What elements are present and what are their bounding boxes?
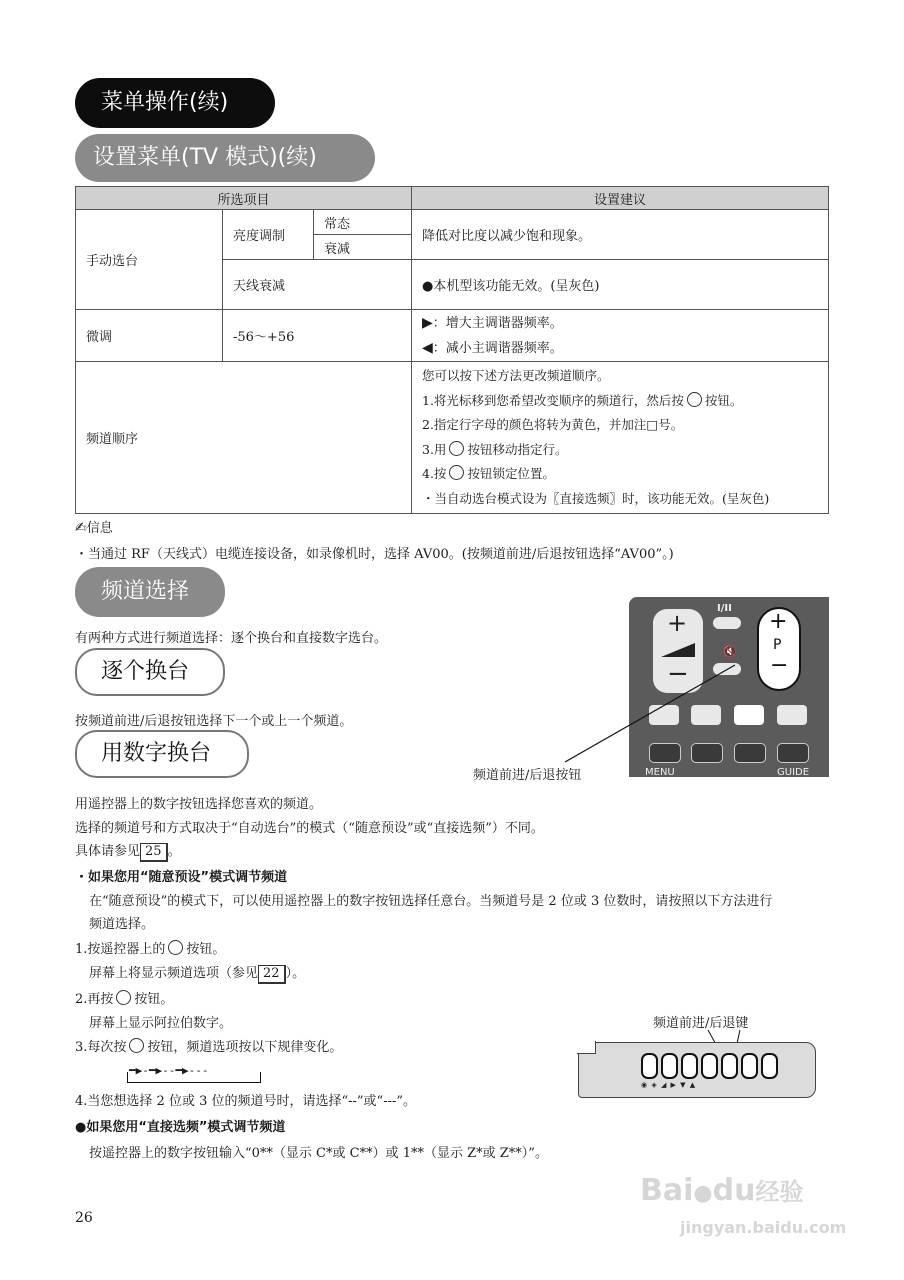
volume-ramp-icon <box>661 643 695 657</box>
step1-sub <box>89 962 305 984</box>
channel-select-intro: 有两种方式进行频道选择：逐个换台和直接数字选台。 <box>75 631 388 646</box>
menu-label: MENU <box>645 767 675 777</box>
ok-button-icon <box>449 465 464 480</box>
watermark-logo <box>640 1172 803 1208</box>
digit-mode-button-icon <box>116 990 131 1005</box>
watermark-brand-2: du <box>712 1173 756 1208</box>
info-title: 信息 <box>86 521 113 536</box>
step1-a: 1.按遥控器上的 <box>75 942 166 957</box>
arrow-right-icon: ━▶ <box>175 1064 189 1077</box>
step3-line <box>75 1036 342 1055</box>
step4-text: 4.按 <box>422 466 447 481</box>
left-triangle-icon: ◀ <box>422 339 433 356</box>
paw-icon: ● <box>693 1181 713 1206</box>
cycle-c: --- <box>188 1064 209 1077</box>
subsection-title: 设置菜单(TV 模式)(续) <box>75 134 375 182</box>
page-number: 26 <box>75 1210 93 1226</box>
step2-b: 按钮。 <box>134 992 174 1007</box>
digit-change-title: 用数字换台 <box>75 730 249 778</box>
see-also-text: 具体请参见 <box>75 844 141 859</box>
step1-text-end: 按钮。 <box>704 392 743 408</box>
callout-line <box>560 660 740 770</box>
direct-mode-heading: ●如果您用“直接选频”模式调节频道 <box>75 1120 286 1135</box>
step2-line <box>75 988 173 1007</box>
info-text: ・当通过 RF（天线式）电缆连接设备，如录像机时，选择 AV00。(按频道前进/后退按钮选择“AV00”。) <box>75 547 674 562</box>
panel-markings: ◉ ◈ ◢ ▶ ▼ ▲ <box>641 1081 697 1089</box>
channel-order-label: 频道顺序 <box>76 362 412 514</box>
antenna-advice: ●本机型该功能无效。(呈灰色) <box>412 260 829 310</box>
see-also-end: 。 <box>167 844 181 859</box>
step-change-desc: 按频道前进/后退按钮选择下一个或上一个频道。 <box>75 714 353 729</box>
p-label: P <box>773 637 782 653</box>
dual-label: I/II <box>717 603 732 614</box>
step1-b: 按钮。 <box>186 942 226 957</box>
col-header-item: 所选项目 <box>76 187 412 210</box>
guide-button <box>777 743 809 763</box>
arrow-right-icon: ━▶ <box>129 1064 143 1077</box>
step3-text-end: 按钮移动指定行。 <box>467 441 568 457</box>
panel-button <box>681 1053 698 1079</box>
free-preset-heading: ・如果您用“随意预设”模式调节频道 <box>75 870 288 885</box>
step4-line: 4.当您想选择 2 位或 3 位的频道号时，请选择“--”或“---”。 <box>75 1094 417 1109</box>
step2-text: 2.指定行字母的颜色将转为黄色，并加注□号。 <box>422 417 684 432</box>
step1-sub-b: ）。 <box>285 966 306 981</box>
step1-line <box>75 938 225 957</box>
direct-mode-text: 按遥控器上的数字按钮输入“0**（显示 C*或 C**）或 1**（显示 Z*或 Z**）”。 <box>89 1146 548 1161</box>
plus-icon: + <box>667 609 688 637</box>
minus-icon: − <box>667 659 689 689</box>
normal-option: 常态 <box>314 210 412 235</box>
digit-line-2: 选择的频道号和方式取决于“自动选台”的模式（“随意预设”或“直接选频”）不同。 <box>75 821 544 836</box>
step2-a: 2.再按 <box>75 992 114 1007</box>
watermark-cn: 经验 <box>755 1178 804 1206</box>
tv-caption: 频道前进/后退键 <box>653 1016 749 1031</box>
page-ref-22: 22 <box>258 965 286 984</box>
panel-button <box>721 1053 738 1079</box>
channel-select-title: 频道选择 <box>75 567 225 617</box>
up-down-button-icon <box>449 441 464 456</box>
arrow-right-icon: ━▶ <box>148 1064 163 1077</box>
minus-icon: − <box>770 653 789 678</box>
info-heading <box>75 517 113 536</box>
fine-tune-decrease: ：减小主调谐器频率。 <box>432 340 563 356</box>
free-preset-text-1: 在“随意预设”的模式下，可以使用遥控器上的数字按钮选择任意台。当频道号是 2 位或 3 位数时，请按照以下方法进行 <box>89 894 773 909</box>
fine-tune-increase: ：增大主调谐器频率。 <box>432 315 563 331</box>
brightness-advice: 降低对比度以减少饱和现象。 <box>412 210 829 260</box>
panel-notch <box>577 1041 596 1054</box>
dual-button <box>713 617 741 629</box>
panel-button <box>701 1053 718 1079</box>
fine-tune-label: 微调 <box>76 310 223 362</box>
channel-up-down-button <box>757 607 801 691</box>
step-change-title: 逐个换台 <box>75 648 225 696</box>
step1-text: 1.将光标移到您希望改变顺序的频道行，然后按 <box>422 392 684 408</box>
free-preset-text-2: 频道选择。 <box>89 917 155 932</box>
step1-sub-a: 屏幕上将显示频道选项（参见 <box>89 966 259 981</box>
panel-buttons <box>641 1053 778 1079</box>
panel-button <box>641 1053 658 1079</box>
watermark-url: jingyan.baidu.com <box>680 1218 847 1237</box>
cycle-diagram <box>127 1064 261 1082</box>
digit-line-3 <box>75 840 181 862</box>
digit-mode-button-icon <box>168 940 183 955</box>
pen-note-icon: ✍ <box>75 520 87 536</box>
channel-up-button <box>761 1053 778 1079</box>
color-button-blue <box>777 705 807 725</box>
watermark-brand: Bai <box>640 1173 694 1208</box>
mute-icon: 🔇 <box>723 645 737 658</box>
step3-a: 3.每次按 <box>75 1040 127 1055</box>
fine-tune-range: -56～+56 <box>223 310 412 362</box>
ok-button-icon <box>687 392 702 407</box>
tv-panel <box>578 1042 816 1098</box>
cycle-b: -- <box>162 1064 176 1077</box>
manual-tuning-label: 手动选台 <box>76 210 223 310</box>
settings-table <box>75 186 829 514</box>
col-header-advice: 设置建议 <box>412 187 829 210</box>
right-triangle-icon: ▶ <box>422 314 433 331</box>
panel-button <box>661 1053 678 1079</box>
step2-sub: 屏幕上显示阿拉伯数字。 <box>89 1016 233 1031</box>
brightness-label: 亮度调制 <box>223 210 314 260</box>
guide-label: GUIDE <box>777 767 810 777</box>
channel-order-note: ・当自动选台模式设为〖直接选频〗时，该功能无效。(呈灰色) <box>422 490 770 506</box>
digit-line-1: 用遥控器上的数字按钮选择您喜欢的频道。 <box>75 797 323 812</box>
page-ref-25: 25 <box>140 843 168 862</box>
plus-icon: + <box>769 609 788 634</box>
channel-down-button <box>741 1053 758 1079</box>
step3-text: 3.用 <box>422 441 447 457</box>
section-title: 菜单操作(续) <box>75 78 275 128</box>
channel-order-intro: 您可以按下述方法更改频道顺序。 <box>422 368 610 383</box>
antenna-label: 天线衰减 <box>223 260 412 310</box>
cycle-sequence <box>129 1064 209 1077</box>
attenuate-option: 衰减 <box>314 235 412 260</box>
step4-text-end: 按钮锁定位置。 <box>467 466 555 481</box>
cycle-a: - <box>142 1064 149 1077</box>
remote-caption: 频道前进/后退按钮 <box>473 768 582 783</box>
digit-mode-button-icon <box>129 1038 144 1053</box>
step3-b: 按钮，频道选项按以下规律变化。 <box>147 1040 343 1055</box>
